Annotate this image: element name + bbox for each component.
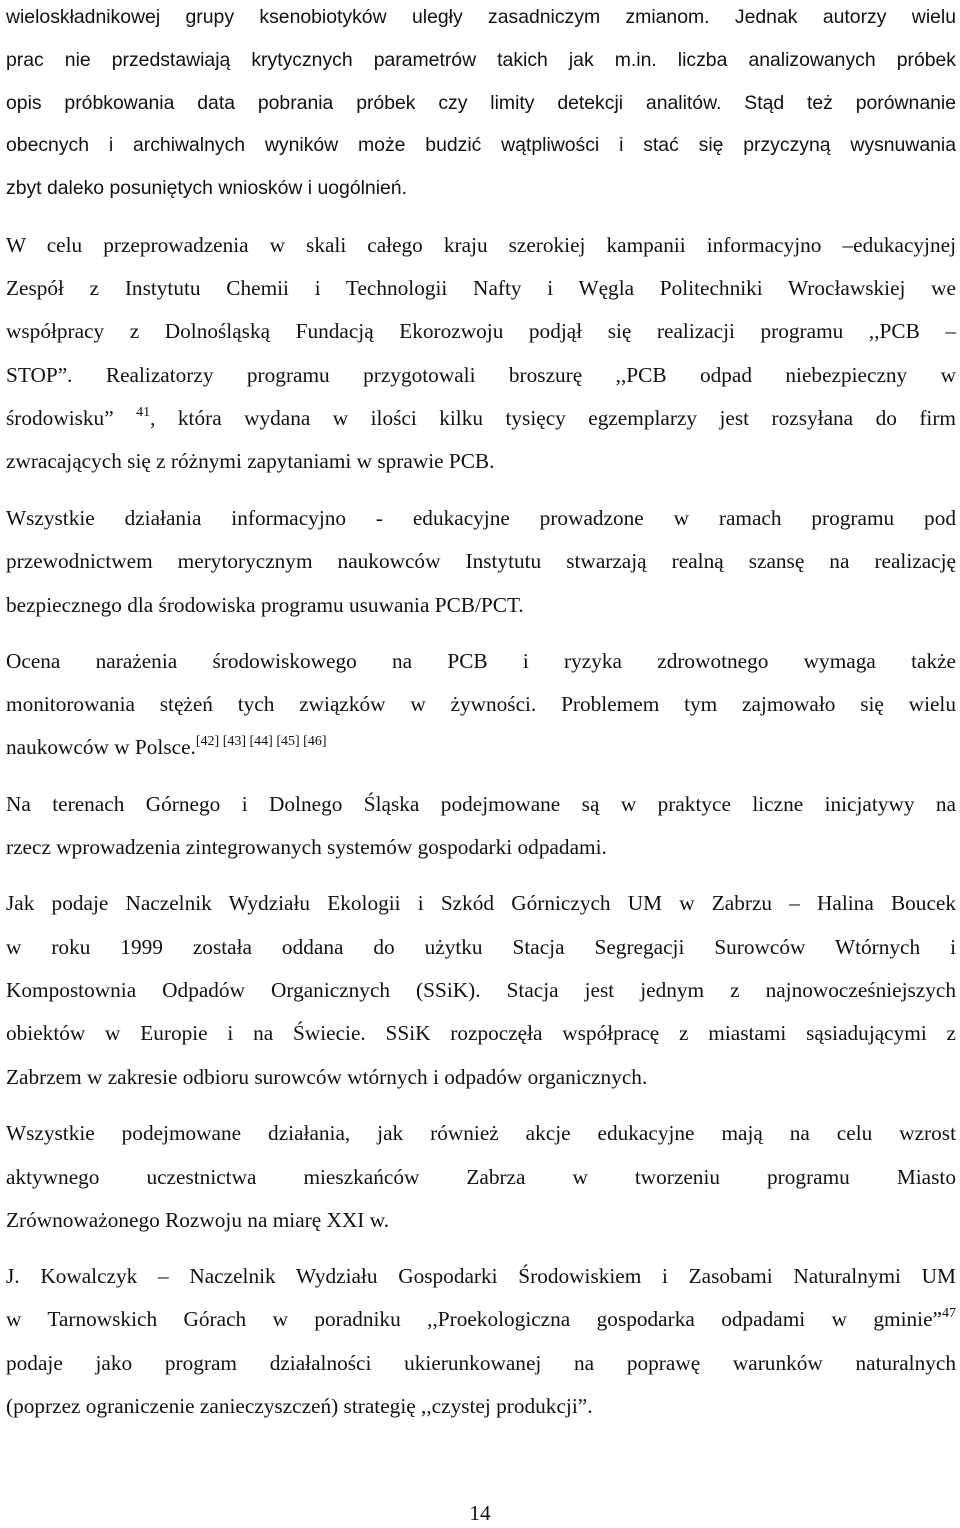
text-line: opis próbkowania data pobrania próbek czy limity detekcji analitów. Stąd też porównanie [6, 92, 956, 114]
text-line: aktywnego uczestnictwa mieszkańców Zabrza w tworzeniu programu Miasto [6, 1165, 956, 1189]
text-line: W celu przeprowadzenia w skali całego kraju szerokiej kampanii informacyjno –edukacyjnej [6, 233, 956, 257]
text-line: środowisku” $^{41}$, która wydana w ilości kilku tysięcy egzemplarzy jest rozsyłana do firm [6, 405, 956, 430]
footnote-reference: [42] [43] [44] [45] [46] [195, 734, 327, 749]
text-line: Zrównoważonego Rozwoju na miarę XXI w. [6, 1208, 390, 1232]
text-line: (poprzez ograniczenie zanieczyszczeń) strategię ,,czystej produkcji”. [6, 1394, 593, 1418]
text-line: współpracy z Dolnośląską Fundacją Ekorozwoju podjął się realizacji programu ,,PCB – [6, 319, 956, 343]
text-line: wieloskładnikowej grupy ksenobiotyków uległy zasadniczym zmianom. Jednak autorzy wielu [6, 6, 956, 28]
text-line: obiektów w Europie i na Świecie. SSiK rozpoczęła współpracę z miastami sąsiadującymi z [6, 1021, 956, 1045]
text-line: Zabrzem w zakresie odbioru surowców wtórnych i odpadów organicznych. [6, 1065, 648, 1089]
text-line: STOP”. Realizatorzy programu przygotowali broszurę ,,PCB odpad niebezpieczny w [6, 363, 956, 387]
text-line: prac nie przedstawiają krytycznych parametrów takich jak m.in. liczba analizowanych próbek [6, 49, 956, 71]
text-line: Kompostownia Odpadów Organicznych (SSiK). Stacja jest jednym z najnowocześniejszych [6, 978, 956, 1002]
text-line: naukowców w Polsce.[42] [43] [44] [45] [46] [6, 734, 327, 759]
text-line: Wszystkie podejmowane działania, jak również akcje edukacyjne mają na celu wzrost [6, 1121, 956, 1145]
footnote-reference: 47 [942, 1306, 956, 1321]
text-line: przewodnictwem merytorycznym naukowców Instytutu stwarzają realną szansę na realizację [6, 549, 956, 573]
page-number: 14 [469, 1501, 491, 1525]
text-line: rzecz wprowadzenia zintegrowanych systemów gospodarki odpadami. [6, 835, 607, 859]
text-line: Jak podaje Naczelnik Wydziału Ekologii i Szkód Górniczych UM w Zabrzu – Halina Boucek [6, 891, 956, 915]
text-line: bezpiecznego dla środowiska programu usuwania PCB/PCT. [6, 593, 524, 617]
text-line: Na terenach Górnego i Dolnego Śląska podejmowane są w praktyce liczne inicjatywy na [6, 792, 956, 816]
text-line: zwracających się z różnymi zapytaniami w sprawie PCB. [6, 449, 495, 473]
text-line: Ocena narażenia środowiskowego na PCB i ryzyka zdrowotnego wymaga także [6, 649, 956, 673]
footnote-reference: 41 [136, 405, 151, 420]
text-line: Wszystkie działania informacyjno - edukacyjne prowadzone w ramach programu pod [6, 506, 956, 530]
text-line: w Tarnowskich Górach w poradniku ,,Proekologiczna gospodarka odpadami w gminie”$^{47}$ [6, 1306, 956, 1331]
text-line: podaje jako program działalności ukierunkowanej na poprawę warunków naturalnych [6, 1351, 956, 1375]
text-line: Zespół z Instytutu Chemii i Technologii Nafty i Węgla Politechniki Wrocławskiej we [6, 276, 956, 300]
text-line: w roku 1999 została oddana do użytku Stacja Segregacji Surowców Wtórnych i [6, 935, 956, 959]
text-line: J. Kowalczyk – Naczelnik Wydziału Gospodarki Środowiskiem i Zasobami Naturalnymi UM [6, 1264, 956, 1288]
text-line: obecnych i archiwalnych wyników może budzić wątpliwości i stać się przyczyną wysnuwania [6, 134, 956, 156]
text-line: monitorowania stężeń tych związków w żywności. Problemem tym zajmowało się wielu [6, 692, 956, 716]
text-line: zbyt daleko posuniętych wniosków i uogólnień. [6, 177, 407, 199]
